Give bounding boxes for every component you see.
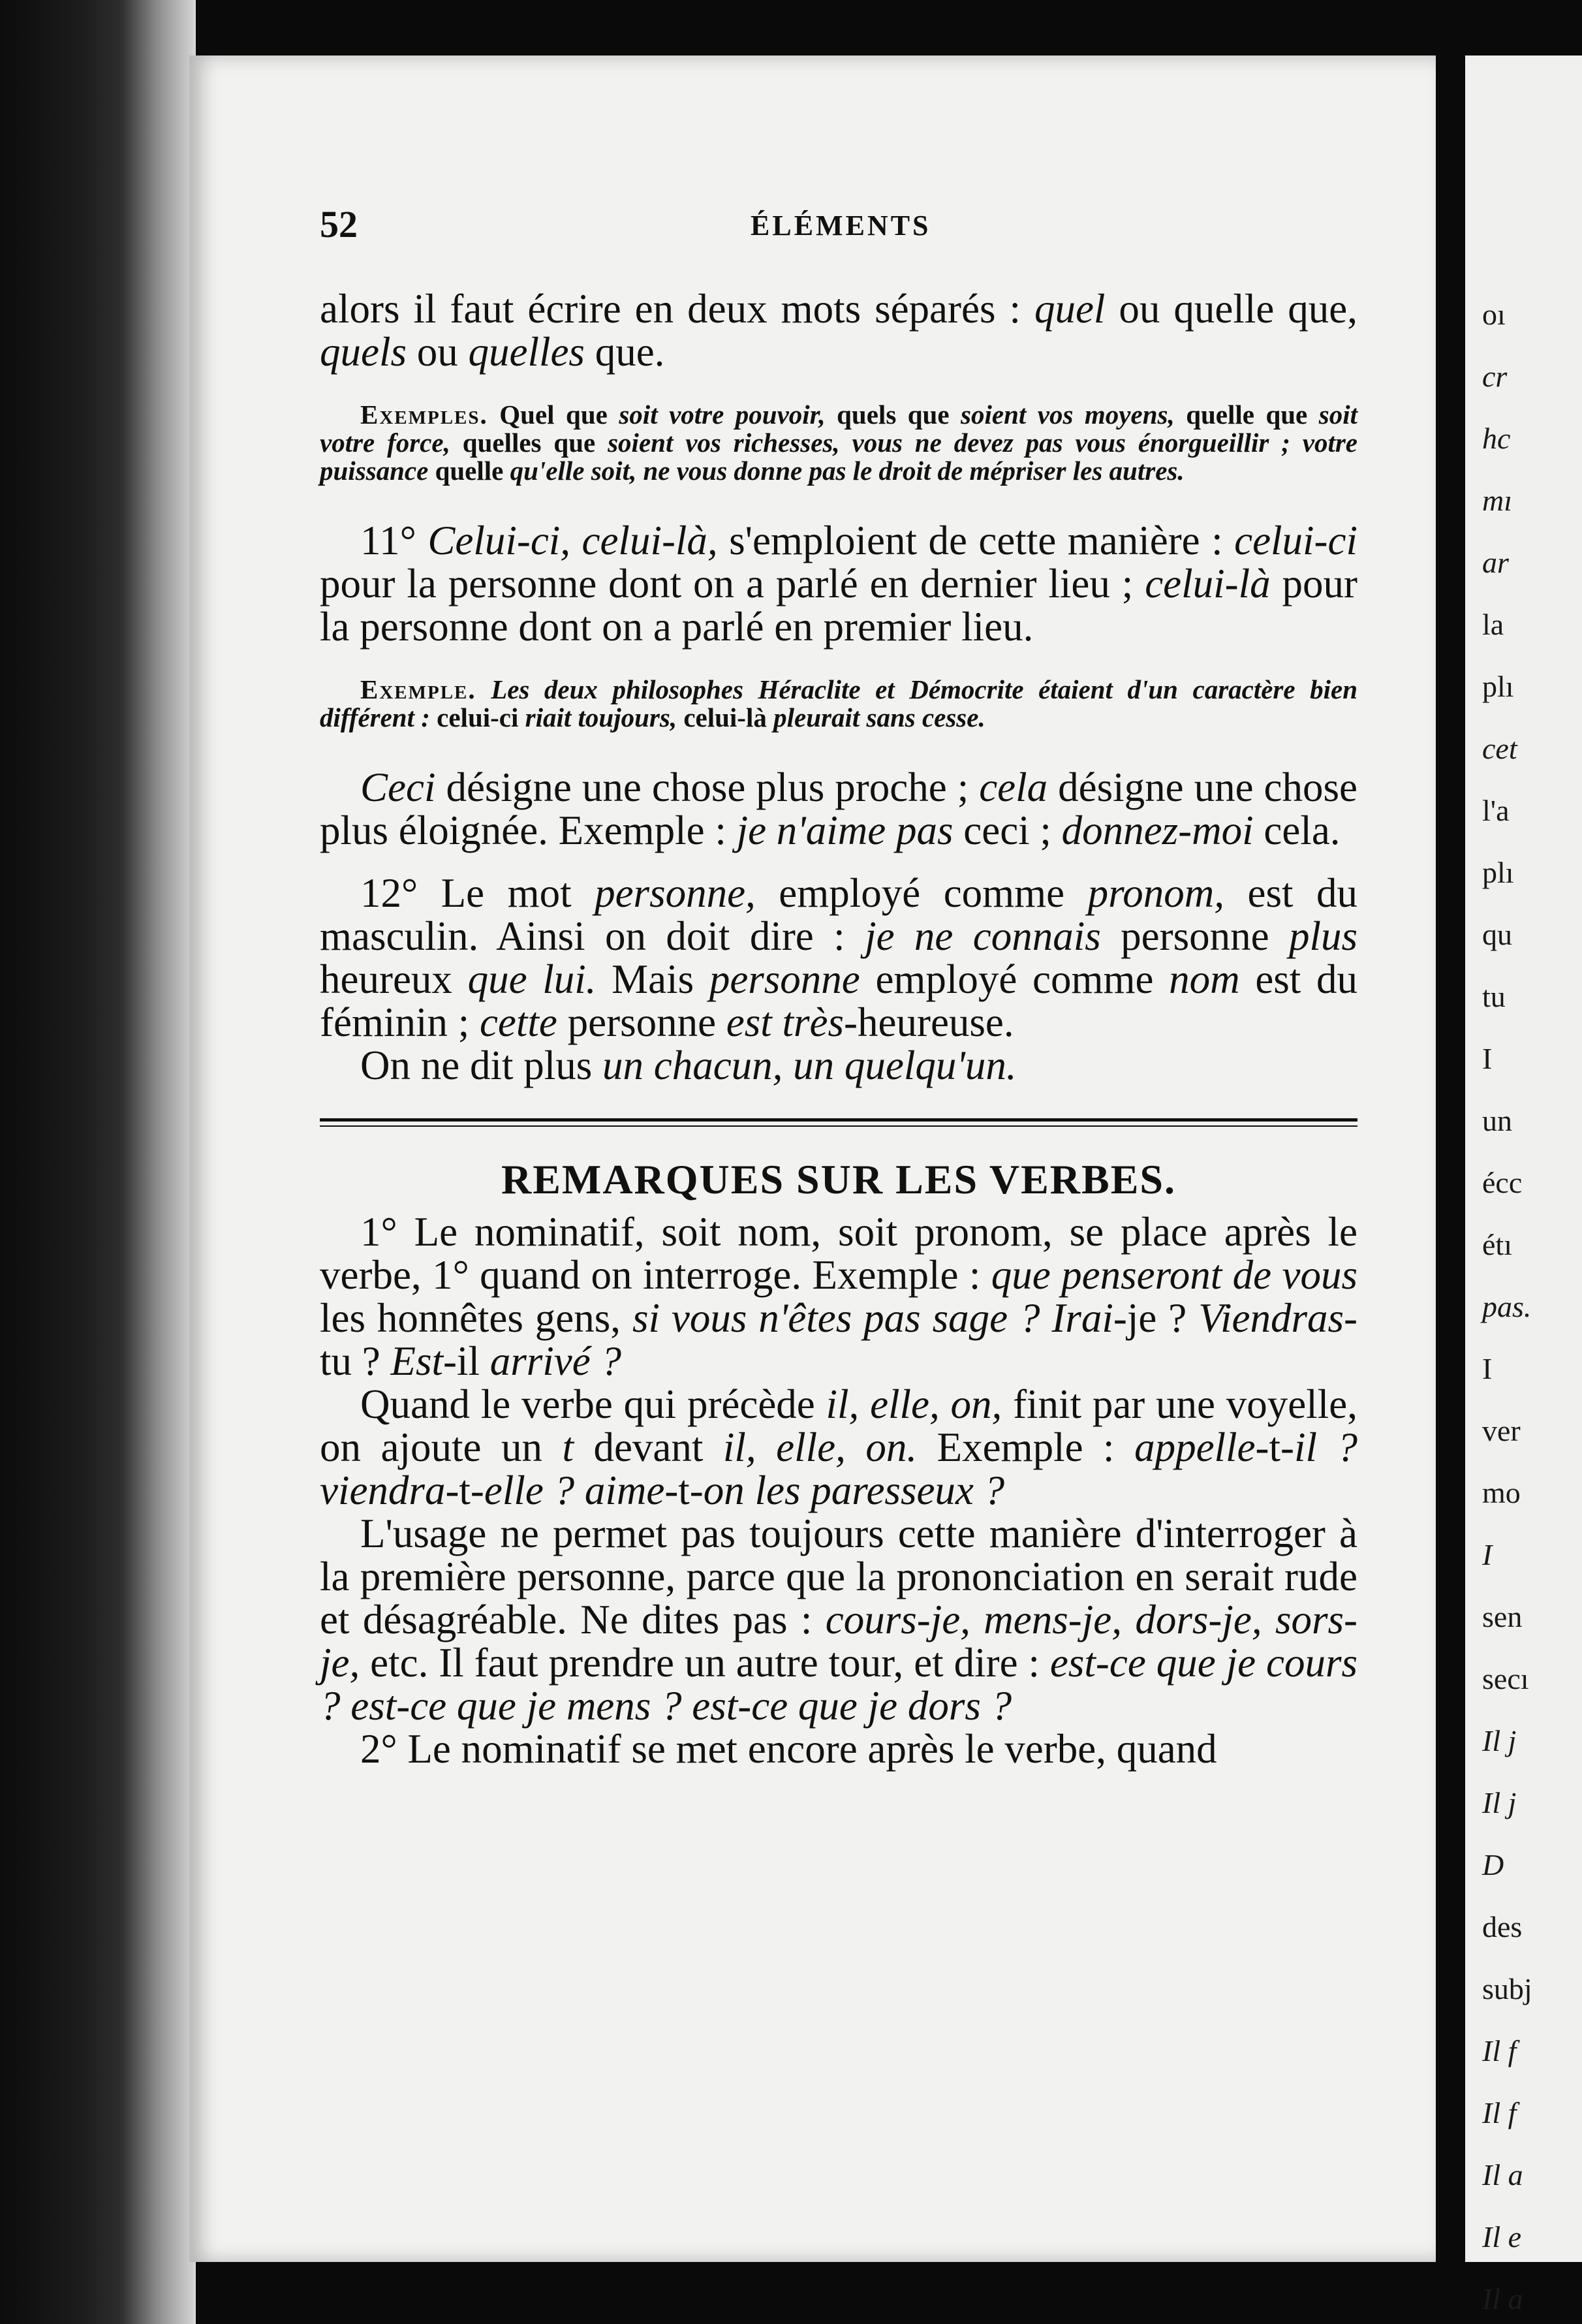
right-page-text-fragment: Il a	[1482, 2158, 1523, 2191]
right-page-text-fragment: qu	[1482, 918, 1512, 951]
right-page-text-fragment: Il f	[1482, 2096, 1517, 2129]
running-title: ÉLÉMENTS	[751, 210, 931, 242]
right-page-text-fragment: plı	[1482, 670, 1514, 703]
right-page-text-fragment: cr	[1482, 360, 1508, 393]
right-page-text-fragment: tu	[1482, 980, 1506, 1013]
paragraph-nominatif-2: 2° Le nominatif se met encore après le verbe, quand	[360, 1726, 1217, 1772]
right-page-text-fragment: D	[1482, 1848, 1504, 1881]
right-page-text-fragment: mı	[1482, 484, 1512, 517]
paragraph-nominatif: 1° Le nominatif, soit nom, soit pronom, se place après le verbe, 1° quand on interroge. Exemple : que penseront de vous les honnêtes gens, si vous n'êtes pas sage ? Irai-je ? Viendras-tu ? Est-il arrivé ?	[320, 1209, 1358, 1384]
paragraph-ceci-cela: Ceci désigne une chose plus proche ; cela désigne une chose plus éloignée. Exemple : je n'aime pas ceci ; donnez-moi cela.	[320, 764, 1357, 853]
paragraph-un-chacun: On ne dit plus un chacun, un quelqu'un.	[360, 1043, 1017, 1088]
right-page-text-fragment: ar	[1482, 546, 1509, 579]
right-page-text-fragment: la	[1482, 608, 1504, 641]
right-page-text-fragment: ver	[1482, 1414, 1521, 1447]
right-page-text-fragment: subj	[1482, 1972, 1532, 2005]
right-page-text-fragment: hc	[1482, 422, 1511, 455]
right-page-text-fragment: des	[1482, 1910, 1523, 1943]
right-page-text-fragment: un	[1482, 1104, 1512, 1137]
right-page-text-fragment: Il e	[1482, 2220, 1522, 2253]
page-body	[320, 287, 1357, 1770]
right-page-text-fragment: oı	[1482, 298, 1506, 331]
right-page-text-fragment: Il a	[1482, 2282, 1523, 2316]
right-page-text-fragment: pas.	[1482, 1290, 1532, 1323]
paragraph-celui-ci: 11° Celui-ci, celui-là, s'emploient de cette manière : celui-ci pour la personne dont on a parlé en dernier lieu ; celui-là pour la personne dont on a parlé en premier lieu.	[320, 518, 1358, 650]
right-page-text-fragment: I	[1482, 1538, 1493, 1571]
example-quel-que: Exemples. Quel que soit votre pouvoir, quels que soient vos moyens, quelle que soit votre force, quelles que soient vos richesses, vous ne devez pas vous énorgueillir ; votre puissance quelle qu'elle soit, ne vous donne pas le droit de mépriser les autres.	[320, 400, 1357, 486]
paragraph-quel-que: alors il faut écrire en deux mots séparés : quel ou quelle que, quels ou quelles que.	[320, 286, 1357, 375]
paragraph-usage: L'usage ne permet pas toujours cette manière d'interroger à la première personne, parce que la prononciation en serait rude et désagréable. Ne dites pas : cours-je, mens-je, dors-je, sors-je, etc. Il faut prendre un autre tour, et dire : est-ce que je cours ? est-ce que je mens ? est-ce que je dors ?	[320, 1511, 1358, 1729]
paragraph-t-euphonique: Quand le verbe qui précède il, elle, on, finit par une voyelle, on ajoute un t devant il, elle, on. Exemple : appelle-t-il ? viendra-t-elle ? aime-t-on les paresseux ?	[320, 1381, 1357, 1513]
example-celui-ci: Exemple. Les deux philosophes Héraclite et Démocrite étaient d'un caractère bien différent : celui-ci riait toujours, celui-là pleurait sans cesse.	[320, 674, 1358, 732]
right-page-text-fragment: étı	[1482, 1228, 1512, 1261]
right-page-text-fragment: plı	[1482, 856, 1514, 889]
right-page-text-fragment: l'a	[1482, 794, 1510, 827]
right-page-text-fragment: I	[1482, 1352, 1493, 1385]
section-divider	[320, 1118, 1357, 1127]
right-page-fragment	[1465, 55, 1582, 2316]
right-page-text-fragment: Il j	[1482, 1724, 1517, 1757]
section-title: REMARQUES SUR LES VERBES.	[501, 1156, 1176, 1202]
paragraph-personne: 12° Le mot personne, employé comme pronom, est du masculin. Ainsi on doit dire : je ne connais personne plus heureux que lui. Mais personne employé comme nom est du féminin ; cette personne est très-heureuse.	[320, 870, 1358, 1045]
book-gutter	[0, 0, 196, 2324]
page-header	[320, 202, 1357, 248]
right-page-text-fragment: secı	[1482, 1662, 1529, 1695]
right-page-text-fragment: sen	[1482, 1600, 1523, 1633]
page-number: 52	[320, 203, 358, 245]
right-page-text-fragment: Il f	[1482, 2034, 1517, 2067]
right-page-text-fragment: écc	[1482, 1166, 1523, 1199]
right-page-text-fragment: Il j	[1482, 1786, 1517, 1819]
right-page-text-fragment: cet	[1482, 732, 1517, 765]
right-page-text-fragment: I	[1482, 1042, 1493, 1075]
right-page-text-fragment: mo	[1482, 1476, 1521, 1509]
